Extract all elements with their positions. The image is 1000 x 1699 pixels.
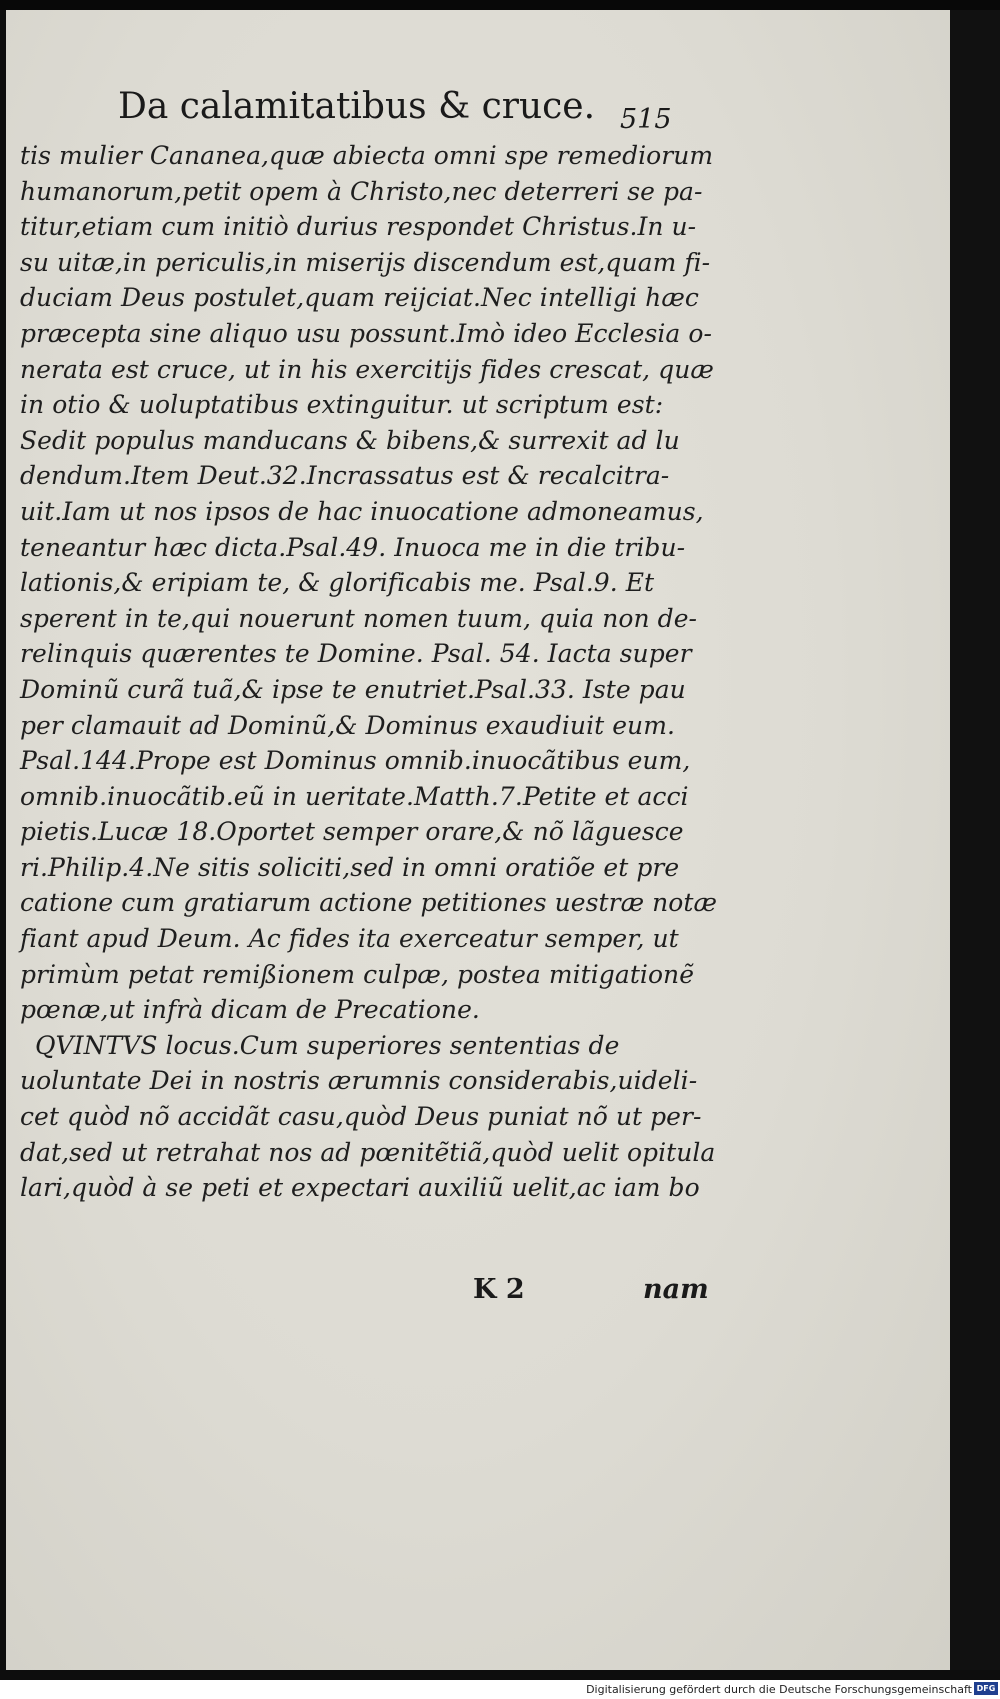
text-line: catione cum gratiarum actione petitiones uestræ notæ — [20, 888, 718, 918]
text-line: præcepta sine aliquo usu possunt.Imò ideo Ecclesia o- — [20, 318, 712, 348]
text-line: lari,quòd à se peti et expectari auxiliũ uelit,ac iam bo — [20, 1173, 700, 1203]
text-line: uoluntate Dei in nostris ærumnis considerabis,uideli- — [20, 1066, 698, 1096]
text-line: dat,sed ut retrahat nos ad pœnitẽtiã,quòd uelit opitula — [20, 1137, 716, 1167]
text-line: relinquis quærentes te Domine. Psal. 54. Iacta super — [20, 639, 692, 669]
text-line: tis mulier Cananea,quæ abiecta omni spe remediorum — [20, 141, 714, 170]
text-line: sperent in te,qui nouerunt nomen tuum, quia non de- — [20, 603, 698, 633]
text-line: nerata est cruce, ut in his exercitijs fides crescat, quæ — [20, 354, 714, 384]
text-line: dendum.Item Deut.32.Incrassatus est & recalcitra- — [20, 461, 670, 491]
text-line: titur,etiam cum initiò durius respondet Christus.In u- — [20, 212, 697, 242]
signature-mark: K 2 — [473, 1274, 525, 1305]
text-line: Psal.144.Prope est Dominus omnib.inuocãtibus eum, — [20, 746, 691, 776]
text-line: ri.Philip.4.Ne sitis soliciti,sed in omni oratiõe et pre — [20, 852, 680, 882]
scan-top-border — [0, 0, 1000, 10]
dfg-logo: DFG — [974, 1682, 998, 1695]
section-start-line: QVINTVS locus.Cum superiores sententias de — [35, 1030, 620, 1060]
text-line: omnib.inuocãtib.eũ in ueritate.Matth.7.Petite et acci — [20, 781, 689, 811]
text-line: lationis,& eripiam te, & glorificabis me. Psal.9. Et — [20, 568, 655, 598]
text-line: in otio & uoluptatibus extinguitur. ut scriptum est: — [20, 390, 664, 420]
text-line: pietis.Lucæ 18.Oportet semper orare,& nõ lãguesce — [20, 817, 684, 847]
page-number: 515 — [620, 104, 672, 135]
text-line: pœnæ,ut infrà dicam de Precatione. — [20, 995, 480, 1025]
text-line: Dominũ curã tuã,& ipse te enutriet.Psal.33. Iste pau — [20, 674, 686, 704]
scan-edge-strip — [950, 10, 1000, 1670]
text-line: per clamauit ad Dominũ,& Dominus exaudiuit eum. — [20, 710, 675, 740]
running-head: Da calamitatibus & cruce. — [118, 86, 596, 127]
text-line: humanorum,petit opem à Christo,nec deterreri se pa- — [20, 176, 703, 206]
text-line: fiant apud Deum. Ac fides ita exerceatur semper, ut — [20, 924, 679, 954]
text-line: cet quòd nõ accidãt casu,quòd Deus puniat nõ ut per- — [20, 1102, 702, 1132]
footer-credit: Digitalisierung gefördert durch die Deutsche Forschungsgemeinschaft — [586, 1683, 972, 1696]
text-line: duciam Deus postulet,quam reijciat.Nec intelligi hæc — [20, 283, 699, 313]
text-line: Sedit populus manducans & bibens,& surrexit ad lu — [20, 425, 680, 455]
text-line: primùm petat remißionem culpæ, postea mitigationẽ — [20, 959, 695, 989]
text-line: teneantur hæc dicta.Psal.49. Inuoca me in die tribu- — [20, 532, 686, 562]
catchword: nam — [643, 1274, 709, 1305]
body-text — [20, 138, 718, 1206]
text-line: su uitæ,in periculis,in miserijs discendum est,quam fi- — [20, 247, 711, 277]
text-line: uit.Iam ut nos ipsos de hac inuocatione admoneamus, — [20, 496, 704, 526]
